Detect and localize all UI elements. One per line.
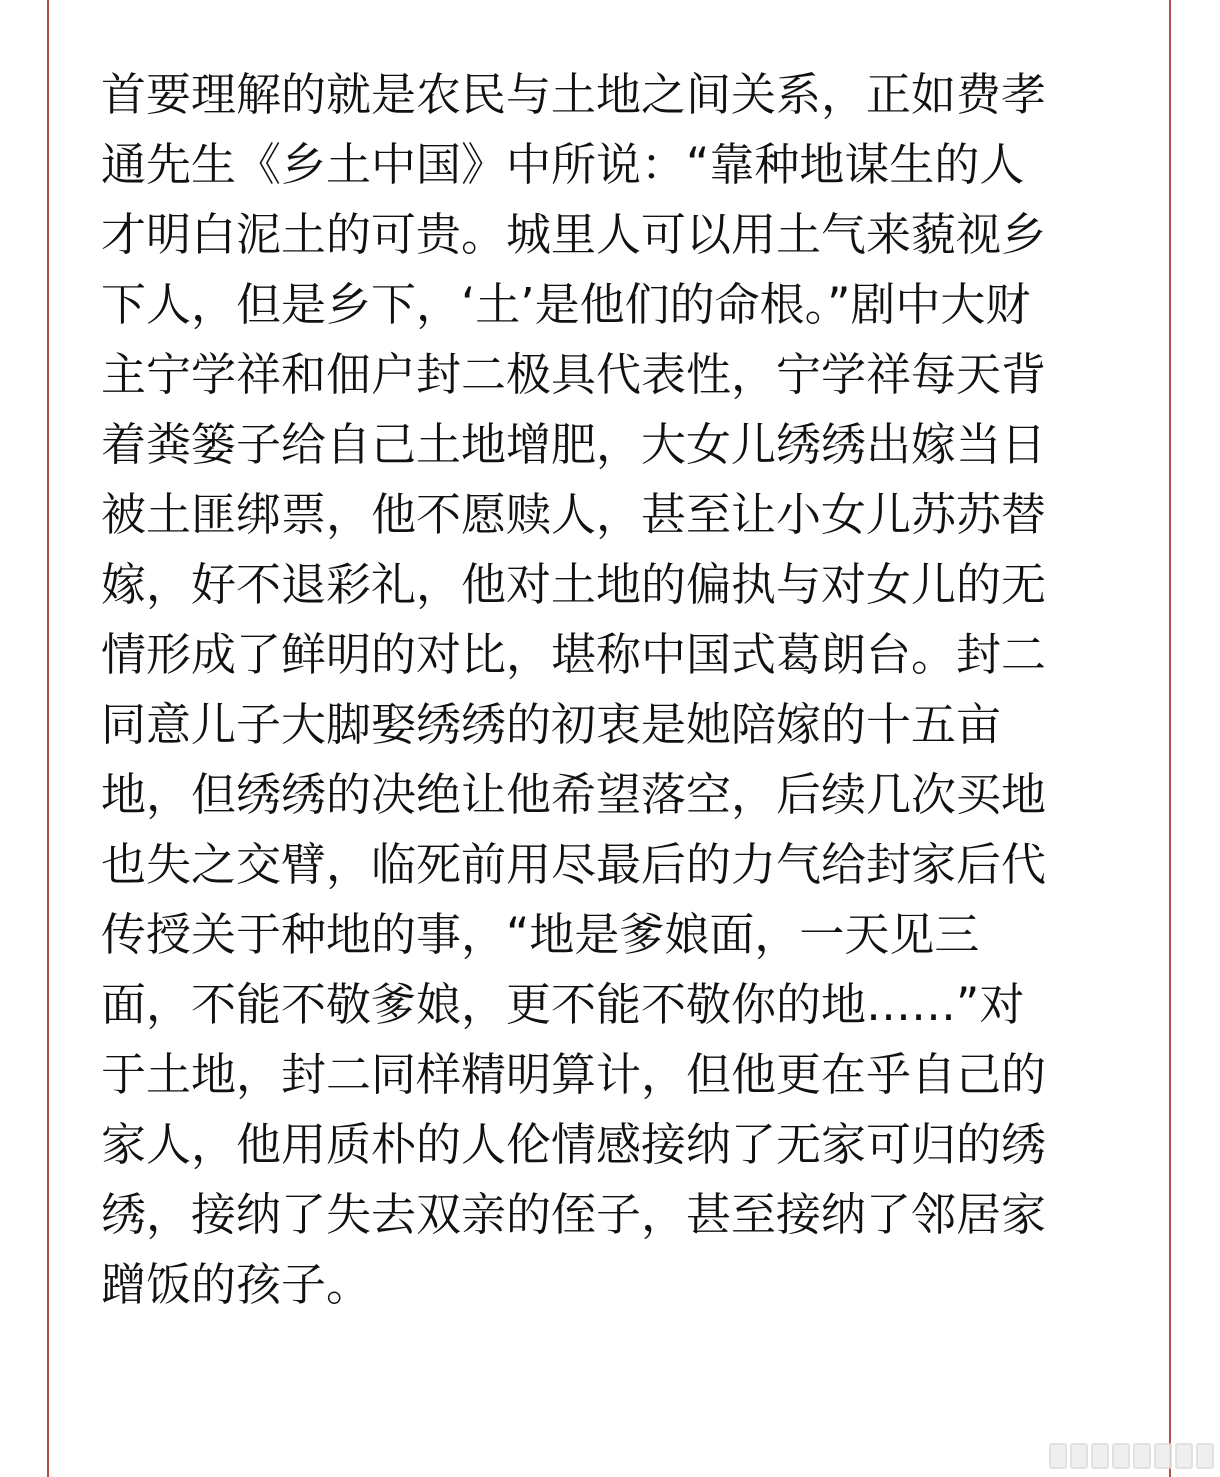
- text-line: 面，不能不敬爹娘，更不能不敬你的地……”对: [101, 978, 1025, 1031]
- watermark-bar: [1154, 1443, 1172, 1469]
- article-body: [101, 60, 1111, 1320]
- text-line: 绣，接纳了失去双亲的侄子，甚至接纳了邻居家: [101, 1188, 1047, 1241]
- text-line: 被土匪绑票，他不愿赎人，甚至让小女儿苏苏替: [101, 488, 1047, 541]
- watermark-bar: [1070, 1443, 1088, 1469]
- text-line: 情形成了鲜明的对比，堪称中国式葛朗台。封二: [101, 628, 1047, 681]
- text-line: 主宁学祥和佃户封二极具代表性，宁学祥每天背: [101, 348, 1047, 401]
- watermark-bar: [1133, 1443, 1151, 1469]
- text-line: 传授关于种地的事，“地是爹娘面，一天见三: [101, 908, 980, 961]
- text-line: 家人，他用质朴的人伦情感接纳了无家可归的绣: [101, 1118, 1047, 1171]
- watermark-bar: [1049, 1443, 1067, 1469]
- watermark-bar: [1175, 1443, 1193, 1469]
- watermark-bar: [1091, 1443, 1109, 1469]
- text-line: 首要理解的就是农民与土地之间关系，正如费孝: [101, 68, 1047, 121]
- watermark-bar: [1196, 1443, 1214, 1469]
- text-line: 才明白泥土的可贵。城里人可以用土气来藐视乡: [101, 208, 1047, 261]
- text-line: 于土地，封二同样精明算计，但他更在乎自己的: [101, 1048, 1047, 1101]
- text-line: 着粪篓子给自己土地增肥，大女儿绣绣出嫁当日: [101, 418, 1047, 471]
- text-line: 同意儿子大脚娶绣绣的初衷是她陪嫁的十五亩: [101, 698, 1002, 751]
- text-line: 通先生《乡土中国》中所说：“靠种地谋生的人: [101, 138, 1025, 191]
- text-line: 蹭饭的孩子。: [101, 1258, 372, 1311]
- watermark-logo: [1046, 1441, 1214, 1471]
- text-line: 下人，但是乡下，‘土’是他们的命根。”剧中大财: [101, 278, 1031, 331]
- watermark-bar: [1112, 1443, 1130, 1469]
- text-line: 嫁，好不退彩礼，他对土地的偏执与对女儿的无: [101, 558, 1047, 611]
- text-line: 也失之交臂，临死前用尽最后的力气给封家后代: [101, 838, 1047, 891]
- text-line: 地，但绣绣的决绝让他希望落空，后续几次买地: [101, 768, 1047, 821]
